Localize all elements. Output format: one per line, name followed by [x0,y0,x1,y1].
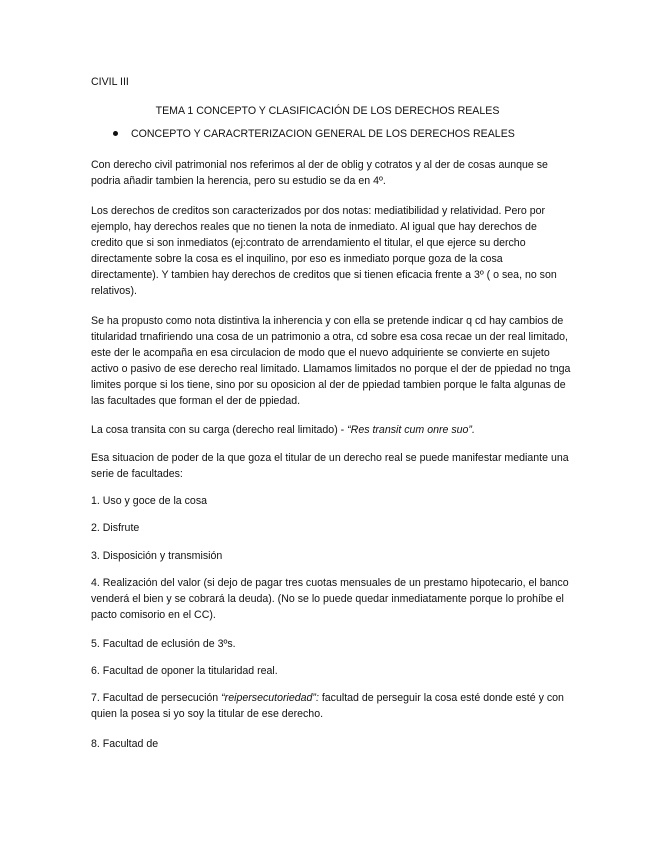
paragraph-3: Se ha propusto como nota distintiva la inherencia y con ella se pretende indicar q cd hay cambios de titularidad trnafiriendo una cosa de un patrimonio a otra, cd sobre esa cosa recae un der real limitado, este der le acompaña en esa circulacion de modo que el nuevo adquiriente se convierte en sujeto activo o pasivo de ese derecho real limitado. Llamamos limitados no porque el der de ppiedad no tnga limites porque si los tiene, sino por su oposicion al der de ppiedad tambien porque le falta algunas de las facultades que forman el der de ppiedad. [91,315,571,407]
list-item-4: 4. Realización del valor (si dejo de pagar tres cuotas mensuales de un prestamo hipotecario, el banco venderá el bien y se cobrará la deuda). (No se lo puede quedar inmediatamente porque lo prohíbe el pacto comisorio en el CC). [91,577,569,621]
list-item-7-term: “reipersecutoriedad”: [221,692,319,704]
paragraph-4 [91,422,571,438]
list-item-7-text: 7. Facultad de persecución [91,692,222,704]
paragraph-5: Esa situacion de poder de la que goza el titular de un derecho real se puede manifestar mediante una serie de facultades: [91,452,569,480]
bullet-icon [113,131,118,136]
paragraph-2: Los derechos de creditos son caracterizados por dos notas: mediatibilidad y relatividad. Pero por ejemplo, hay derechos reales que no tienen la nota de inmediato. Al igual que hay derechos de credito que si son inmediatos (ej:contrato de arrendamiento el titular, el que ejerce su dercho directamente sobre la cosa es el inquilino, por eso es inmediato porque goza de la cosa directamente). Y tambien hay derechos de creditos que si tienen eficacia frente a 3º ( o sea, no son relativos). [91,205,557,297]
list-item-5: 5. Facultad de eclusión de 3ºs. [91,638,236,650]
list-item-1: 1. Uso y goce de la cosa [91,495,208,507]
section-heading: CONCEPTO Y CARACRTERIZACION GENERAL DE LOS DERECHOS REALES [131,128,515,140]
latin-maxim: “Res transit cum onre suo”. [347,424,475,436]
paragraph-4-text: La cosa transita con su carga (derecho real limitado) - [91,424,348,436]
document-title: TEMA 1 CONCEPTO Y CLASIFICACIÓN DE LOS DERECHOS REALES [155,105,500,117]
list-item-3: 3. Disposición y transmisión [91,550,223,562]
list-item-8: 8. Facultad de [91,738,159,750]
course-header: CIVIL III [91,76,129,88]
list-item-7-rest: facultad de perseguir la cosa esté donde esté y con quien la posea si yo soy la titular de ese derecho. [91,692,564,720]
list-item-6: 6. Facultad de oponer la titularidad real. [91,665,278,677]
list-item-2: 2. Disfrute [91,522,140,534]
paragraph-1: Con derecho civil patrimonial nos referimos al der de oblig y cotratos y al der de cosas aunque se podria añadir tambien la herencia, pero su estudio se da en 4º. [91,159,548,187]
list-item-7 [91,690,571,722]
